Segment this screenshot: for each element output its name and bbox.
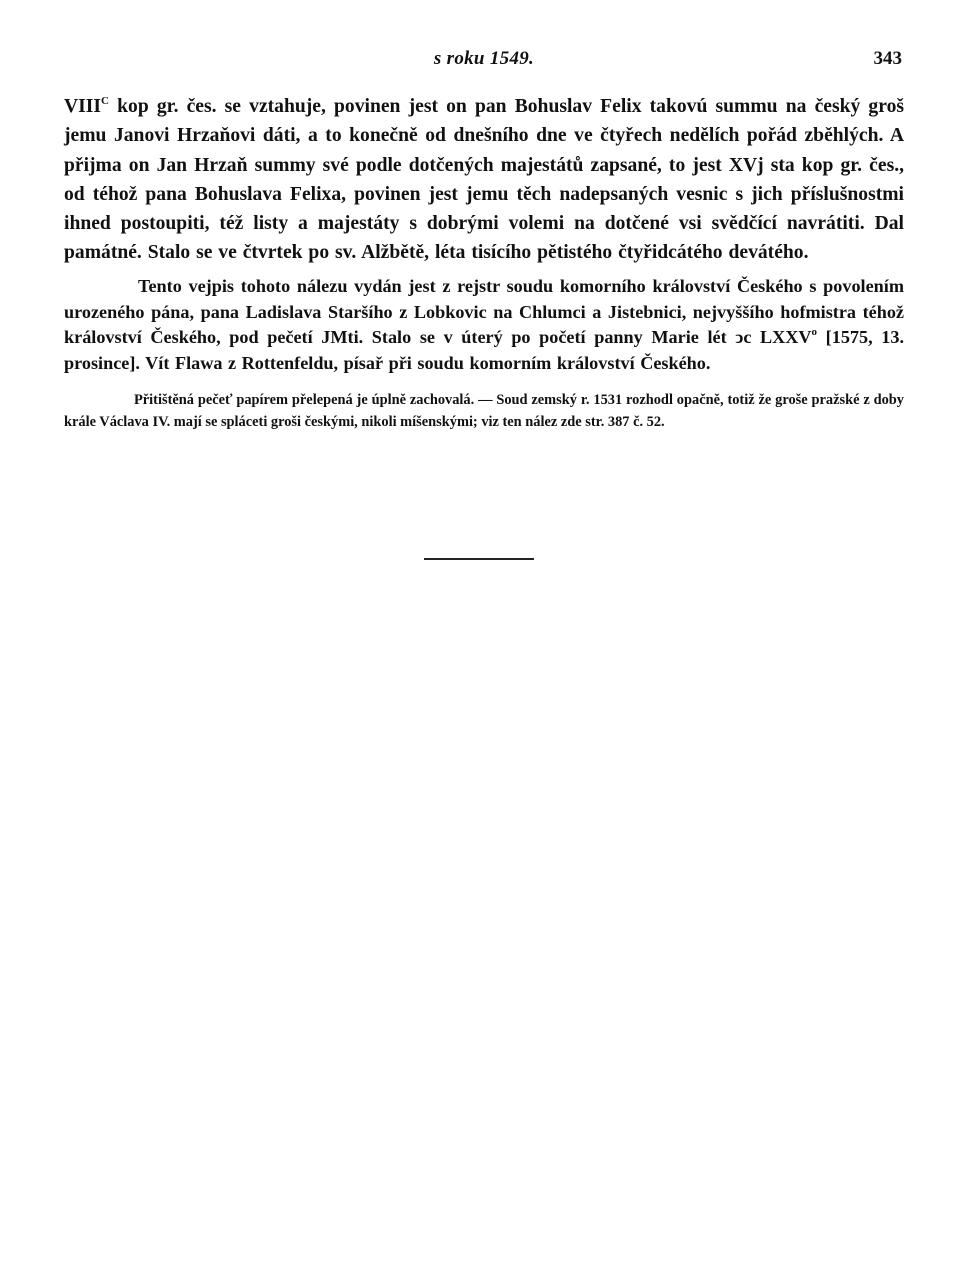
end-rule [424,558,534,560]
para1-superscript: C [101,95,109,107]
para2-superscript: o [811,326,818,339]
page-number: 343 [873,48,902,69]
para2-text-b: [1575, 13. prosince]. Vít Flawa z Rottenfeldu, písař při soudu komorním království Českého. [64,327,904,374]
body-paragraph-2 [64,274,904,377]
para2-text-a: Tento vejpis tohoto nálezu vydán jest z rejstr soudu komorního království Českého s povolením urozeného pána, pana Ladislava Staršího z Lobkovic na Chlumci a Jistebnici, nejvyššího hofmistra téhož království Českého, pod pečetí JMti. Stalo se v úterý po početí panny Marie lét ↄc LXXV [64,275,904,348]
running-head [64,48,904,76]
running-title: s roku 1549. [433,48,535,69]
para1-lead: VIII [64,96,102,117]
document-page [64,48,904,434]
footnote: Přitištěná pečeť papírem přelepená je úplně zachovalá. — Soud zemský r. 1531 rozhodl opačně, totiž že groše pražské z doby krále Václava IV. mají se spláceti groši českými, nikoli míšenskými; viz ten nález zde str. 387 č. 52. [64,391,904,431]
body-paragraph-1 [64,92,904,268]
para1-text: kop gr. čes. se vztahuje, povinen jest on pan Bohuslav Felix takovú summu na český groš jemu Janovi Hrzaňovi dáti, a to konečně od dnešního dne ve čtyřech nedělích pořád zběhlých. A přijma on Jan Hrzaň summy své podle dotčených majestátů zapsané, to jest XVj sta kop gr. čes., od téhož pana Bohuslava Felixa, povinen jest jemu těch nadepsaných vesnic s jich příslušnostmi ihned postoupiti, též listy a majestáty s dobrými volemi na dotčené vsi svědčící navrátiti. Dal památné. Stalo se ve čtvrtek po sv. Alžbětě, léta tisícího pětistého čtyřidcátého devátého. [64,96,904,264]
